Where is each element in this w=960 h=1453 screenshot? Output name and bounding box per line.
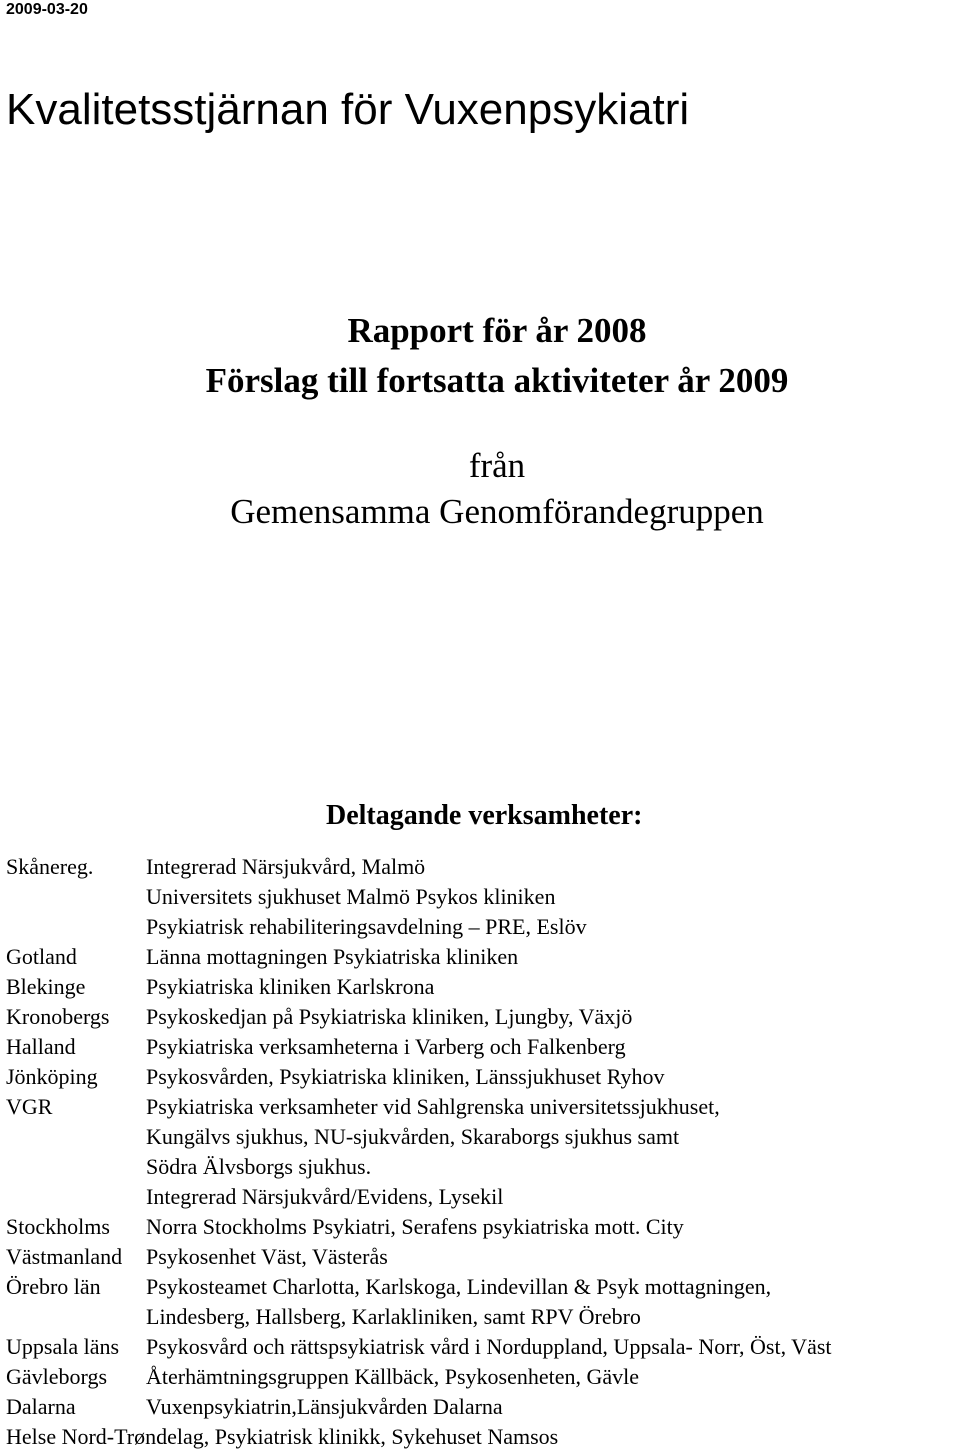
participant-unit: Psykiatriska verksamheterna i Varberg och Falkenberg xyxy=(146,1034,626,1059)
participant-region: Jönköping xyxy=(6,1064,98,1089)
participant-row xyxy=(6,1122,960,1152)
participant-unit: Psykiatrisk rehabiliteringsavdelning – PRE, Eslöv xyxy=(146,914,587,939)
participant-unit: Kungälvs sjukhus, NU-sjukvården, Skaraborgs sjukhus samt xyxy=(146,1124,680,1149)
participant-row xyxy=(6,1032,960,1062)
participant-row xyxy=(6,1332,960,1362)
participant-row xyxy=(6,1002,960,1032)
participant-region: Kronobergs xyxy=(6,1004,110,1029)
participant-unit: Integrerad Närsjukvård/Evidens, Lysekil xyxy=(146,1184,504,1209)
participant-region: Dalarna xyxy=(6,1394,76,1419)
participant-region: Västmanland xyxy=(6,1244,123,1269)
participant-unit: Länna mottagningen Psykiatriska kliniken xyxy=(146,944,519,969)
participant-unit: Psykosvården, Psykiatriska kliniken, Länssjukhuset Ryhov xyxy=(146,1064,665,1089)
participant-row xyxy=(6,1092,960,1122)
participant-row xyxy=(6,1392,960,1422)
participant-unit: Psykosvård och rättspsykiatrisk vård i Norduppland, Uppsala- Norr, Öst, Väst xyxy=(146,1334,832,1359)
participant-unit: Universitets sjukhuset Malmö Psykos kliniken xyxy=(146,884,556,909)
participant-region: Skånereg. xyxy=(6,854,94,879)
participants-heading: Deltagande verksamheter: xyxy=(326,800,643,831)
document-title: Kvalitetsstjärnan för Vuxenpsykiatri xyxy=(6,85,690,134)
participant-region: Halland xyxy=(6,1034,76,1059)
participant-unit: Psykoskedjan på Psykiatriska kliniken, Ljungby, Växjö xyxy=(146,1004,633,1029)
report-year-line: Rapport för år 2008 xyxy=(347,311,647,350)
participant-unit: Återhämtningsgruppen Källbäck, Psykosenheten, Gävle xyxy=(146,1364,640,1389)
participant-unit: Psykosteamet Charlotta, Karlskoga, Lindevillan & Psyk mottagningen, xyxy=(146,1274,772,1299)
participant-row-final xyxy=(6,1422,960,1452)
participant-unit: Lindesberg, Hallsberg, Karlakliniken, samt RPV Örebro xyxy=(146,1304,641,1329)
from-label: från xyxy=(468,446,526,485)
participant-row xyxy=(6,912,960,942)
participant-region: Stockholms xyxy=(6,1214,110,1239)
participant-region: Uppsala läns xyxy=(6,1334,120,1359)
participant-row xyxy=(6,942,960,972)
participant-unit: Norra Stockholms Psykiatri, Serafens psykiatriska mott. City xyxy=(146,1214,684,1239)
participant-unit: Psykiatriska verksamheter vid Sahlgrenska universitetssjukhuset, xyxy=(146,1094,720,1119)
author-group: Gemensamma Genomförandegruppen xyxy=(230,492,764,531)
participant-unit: Vuxenpsykiatrin,Länsjukvården Dalarna xyxy=(146,1394,503,1419)
author-block xyxy=(0,443,960,535)
participant-row xyxy=(6,1212,960,1242)
participant-row xyxy=(6,1272,960,1302)
participant-unit: Psykosenhet Väst, Västerås xyxy=(146,1244,388,1269)
participant-row xyxy=(6,1062,960,1092)
participant-row xyxy=(6,1242,960,1272)
participant-row xyxy=(6,1302,960,1332)
participants-list xyxy=(6,852,960,1452)
participant-row xyxy=(6,852,960,882)
participant-unit: Psykiatriska kliniken Karlskrona xyxy=(146,974,435,999)
participant-row xyxy=(6,1182,960,1212)
participant-region: Blekinge xyxy=(6,974,86,999)
participant-row xyxy=(6,1152,960,1182)
participant-row xyxy=(6,972,960,1002)
participant-region: Örebro län xyxy=(6,1274,101,1299)
report-heading xyxy=(0,306,960,406)
participant-region: VGR xyxy=(6,1094,53,1119)
document-date: 2009-03-20 xyxy=(6,1,88,18)
participant-unit: Södra Älvsborgs sjukhus. xyxy=(146,1154,372,1179)
participant-full-line: Helse Nord-Trøndelag, Psykiatrisk klinikk, Sykehuset Namsos xyxy=(6,1424,559,1449)
participant-row xyxy=(6,882,960,912)
participant-unit: Integrerad Närsjukvård, Malmö xyxy=(146,854,426,879)
participant-region: Gotland xyxy=(6,944,77,969)
participant-row xyxy=(6,1362,960,1392)
report-proposal-line: Förslag till fortsatta aktiviteter år 2009 xyxy=(205,361,789,400)
participant-region: Gävleborgs xyxy=(6,1364,108,1389)
